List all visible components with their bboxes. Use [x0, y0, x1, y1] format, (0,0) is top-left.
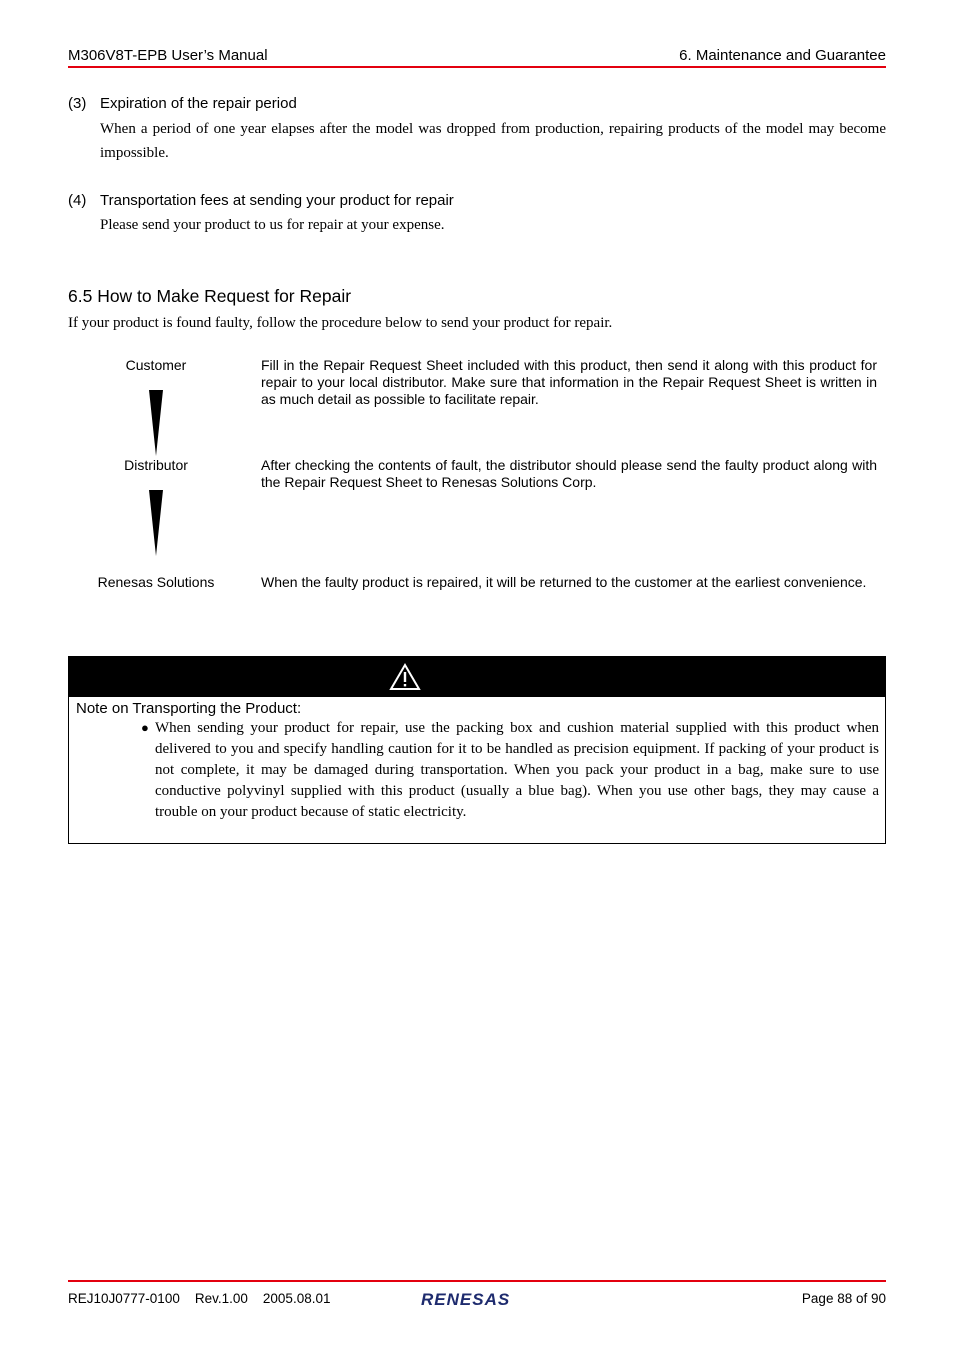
subsection-heading-text: Transportation fees at sending your product for repair	[100, 192, 454, 209]
header-rule	[68, 66, 886, 68]
flow-desc-distributor: After checking the contents of fault, the distributor should please send the faulty product along with the Repair Request Sheet to Renesas Solutions Corp.	[261, 457, 877, 490]
down-arrow-icon	[146, 390, 166, 458]
doc-number: REJ10J0777-0100	[68, 1291, 180, 1306]
logo-text: RENESAS	[421, 1290, 511, 1309]
caution-bullet-text: When sending your product for repair, use the packing box and cushion material supplied with this product when delivered to you and specify handling caution for it to be handled as precision equipment. If packing of your product is not complete, it may be damaged during transportation. When you pack your product in a bag, make sure to use conductive polyvinyl supplied with this product (usually a blue bag). When you use other bags, they may cause a trouble on your product because of static electricity.	[155, 720, 879, 820]
section-intro: If your product is found faulty, follow the procedure below to send your product for repair.	[68, 315, 613, 331]
chapter-title: 6. Maintenance and Guarantee	[679, 47, 886, 64]
section-title: 6.5 How to Make Request for Repair	[68, 286, 352, 306]
subsection-body-4: Please send your product to us for repair at your expense.	[100, 217, 445, 233]
subsection-heading-3	[68, 95, 297, 112]
bullet-icon: ●	[141, 720, 149, 735]
flow-desc-customer: Fill in the Repair Request Sheet included with this product, then send it along with this product for repair to your local distributor. Make sure that information in the Repair Request Sheet is written in as much detail as possible to facilitate repair.	[261, 357, 877, 407]
subsection-number: (4)	[68, 192, 87, 209]
revision: Rev.1.00	[194, 1291, 248, 1306]
footer-doc-info	[68, 1291, 330, 1306]
renesas-logo	[421, 1288, 533, 1310]
subsection-number: (3)	[68, 95, 87, 112]
flow-label-distributor: Distributor	[124, 457, 188, 473]
footer-rule	[68, 1280, 886, 1282]
warning-triangle-icon	[389, 663, 421, 691]
flow-label-renesas: Renesas Solutions	[97, 574, 215, 590]
caution-title: Note on Transporting the Product:	[76, 700, 302, 717]
subsection-body-3: When a period of one year elapses after the model was dropped from production, repairing products of the model may become impossible.	[100, 121, 886, 161]
flow-label-customer: Customer	[125, 357, 187, 373]
manual-title: M306V8T-EPB User’s Manual	[68, 47, 268, 64]
subsection-heading-text: Expiration of the repair period	[100, 95, 297, 112]
page-number: Page 88 of 90	[801, 1291, 886, 1306]
down-arrow-icon	[146, 490, 166, 558]
flow-desc-renesas: When the faulty product is repaired, it will be returned to the customer at the earliest convenience.	[261, 574, 867, 590]
subsection-heading-4	[68, 192, 454, 209]
doc-date: 2005.08.01	[262, 1291, 331, 1306]
caution-header-bar	[69, 657, 885, 697]
caution-box	[68, 656, 886, 844]
